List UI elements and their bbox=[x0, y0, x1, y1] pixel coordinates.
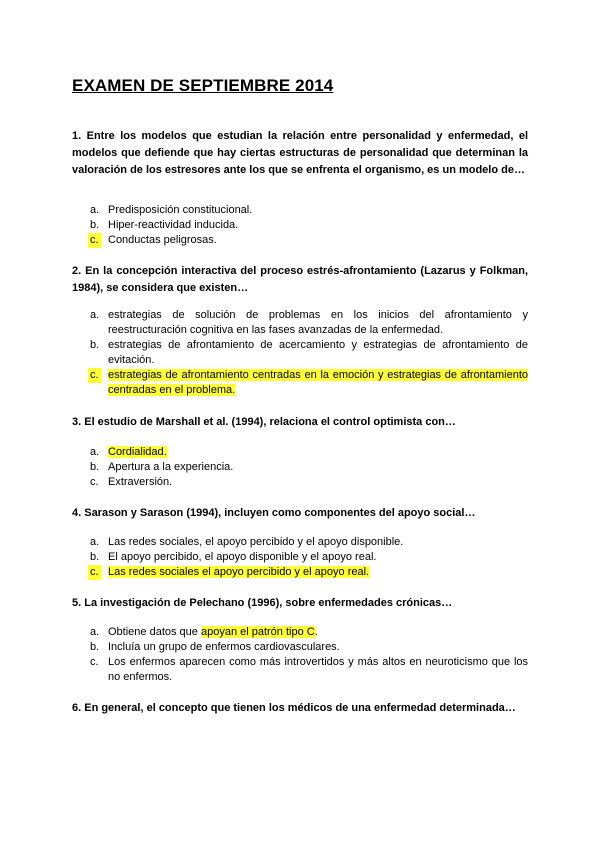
option-4b: b. El apoyo percibido, el apoyo disponible y el apoyo real. bbox=[90, 551, 377, 563]
option-4a: a. Las redes sociales, el apoyo percibido y el apoyo disponible. bbox=[90, 536, 404, 548]
option-1a: a. Predisposición constitucional. bbox=[90, 204, 253, 216]
question-1-options bbox=[72, 203, 528, 248]
option-5b: b. Incluía un grupo de enfermos cardiovasculares. bbox=[90, 641, 340, 653]
question-2: 2. En la concepción interactiva del proceso estrés-afrontamiento (Lazarus y Folkman, 1984), se considera que existen… bbox=[72, 265, 528, 294]
option-5a: a. Obtiene datos que apoyan el patrón tipo C. bbox=[90, 626, 318, 638]
option-2b: b. estrategias de afrontamiento de acercamiento y estrategias de afrontamiento de evitación. bbox=[90, 339, 528, 366]
option-3b: b. Apertura a la experiencia. bbox=[90, 461, 234, 473]
option-4c-highlighted: c. Las redes sociales el apoyo percibido y el apoyo real. bbox=[90, 566, 370, 578]
option-1b: b. Hiper-reactividad inducida. bbox=[90, 219, 239, 231]
option-3c: c. Extraversión. bbox=[90, 476, 173, 488]
question-1: 1. Entre los modelos que estudian la relación entre personalidad y enfermedad, el modelos que defiende que hay ciertas estructuras de personalidad que determinan la valoración de los estresores ante los que se enfrenta el organismo, es un modelo de… bbox=[72, 130, 528, 176]
question-6: 6. En general, el concepto que tienen los médicos de una enfermedad determinada… bbox=[72, 702, 516, 714]
question-5-options bbox=[72, 625, 528, 685]
exam-title: EXAMEN DE SEPTIEMBRE 2014 bbox=[72, 76, 334, 95]
question-2-options bbox=[72, 308, 528, 398]
question-5: 5. La investigación de Pelechano (1996), sobre enfermedades crónicas… bbox=[72, 597, 453, 609]
option-2c-highlighted: c. estrategias de afrontamiento centradas en la emoción y estrategias de afrontamiento centradas en el problema. bbox=[90, 369, 528, 396]
question-3: 3. El estudio de Marshall et al. (1994), relaciona el control optimista con… bbox=[72, 416, 456, 428]
option-3a-highlighted: a. Cordialidad. bbox=[90, 446, 167, 458]
question-4: 4. Sarason y Sarason (1994), incluyen como componentes del apoyo social… bbox=[72, 507, 476, 519]
option-1c-highlighted: c. Conductas peligrosas. bbox=[90, 234, 217, 246]
question-3-options bbox=[72, 445, 528, 490]
question-4-options bbox=[72, 535, 528, 580]
option-2a: a. estrategias de solución de problemas en los inicios del afrontamiento y reestructuración cognitiva en las fases avanzadas de la enfermedad. bbox=[90, 309, 528, 336]
option-5c: c. Los enfermos aparecen como más introvertidos y más altos en neuroticismo que los no enfermos. bbox=[90, 656, 528, 683]
